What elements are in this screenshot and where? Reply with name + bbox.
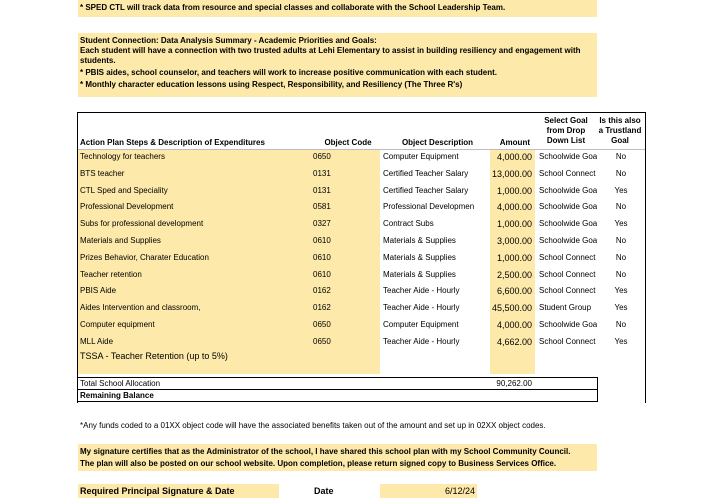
top-goal-line: * SPED CTL will track data from resource and special classes and collaborate with the School Leadership Team. (80, 3, 506, 12)
row-trustland[interactable]: No (615, 270, 627, 279)
row-amount: 6,600.00 (496, 286, 532, 296)
row-object-description: Contract Subs (383, 219, 434, 228)
row-trustland[interactable]: No (615, 236, 627, 245)
row-object-code: 0610 (313, 253, 331, 262)
header-steps: Action Plan Steps & Description of Expenditures (80, 138, 265, 147)
row-goal-select[interactable]: Student Group (539, 303, 592, 312)
header-trustland-goal: Is this also a Trustland Goal (598, 116, 642, 145)
row-object-description: Certified Teacher Salary (383, 169, 469, 178)
row-object-code: 0162 (313, 286, 331, 295)
row-trustland[interactable]: Yes (614, 219, 628, 228)
row-amount: 1,000.00 (496, 186, 532, 196)
header-object-description: Object Description (401, 138, 474, 147)
section-border-top (77, 112, 646, 113)
row-object-code: 0131 (313, 169, 331, 178)
row-goal-select[interactable]: Schoolwide Goa (539, 320, 597, 329)
row-object-code: 0650 (313, 337, 331, 346)
row-goal-select[interactable]: Schoolwide Goa (539, 219, 597, 228)
row-object-description: Materials & Supplies (383, 270, 456, 279)
total-row-top-border (78, 377, 598, 378)
row-object-description: Materials & Supplies (383, 236, 456, 245)
row-step: Teacher retention (80, 270, 142, 279)
remaining-cell-right (597, 378, 598, 402)
row-goal-select[interactable]: School Connect (539, 337, 596, 346)
header-amount: Amount (499, 138, 530, 147)
row-amount: 2,500.00 (496, 270, 532, 280)
row-trustland[interactable]: No (615, 253, 627, 262)
certification-line: The plan will also be posted on our school website. Upon completion, please return signed copy to Business Services Office. (80, 459, 557, 468)
row-goal-select[interactable]: School Connect (539, 169, 596, 178)
header-select-goal: Select Goal from Drop Down List (544, 116, 588, 145)
row-goal-select[interactable]: Schoolwide Goa (539, 152, 597, 161)
row-amount: 1,000.00 (496, 253, 532, 263)
header-divider (78, 149, 645, 150)
student-connection-title: Student Connection: Data Analysis Summary - Academic Priorities and Goals: (80, 36, 377, 45)
signature-label-cell (78, 484, 279, 498)
row-trustland[interactable]: Yes (614, 186, 628, 195)
row-object-code: 0131 (313, 186, 331, 195)
remaining-balance-label: Remaining Balance (80, 391, 154, 400)
row-trustland[interactable]: No (615, 320, 627, 329)
row-step: BTS teacher (80, 169, 125, 178)
row-object-code: 0610 (313, 236, 331, 245)
row-goal-select[interactable]: School Connect (539, 253, 596, 262)
row-trustland[interactable]: Yes (614, 337, 628, 346)
row-object-code: 0610 (313, 270, 331, 279)
row-trustland[interactable]: Yes (614, 303, 628, 312)
row-amount: 4,000.00 (496, 202, 532, 212)
date-input[interactable] (380, 484, 477, 498)
student-connection-block (78, 33, 597, 97)
student-connection-line: * Monthly character education lessons using Respect, Responsibility, and Resiliency (The Three R's) (80, 80, 463, 89)
row-trustland[interactable]: No (615, 152, 627, 161)
row-step: Computer equipment (80, 320, 155, 329)
row-object-code: 0650 (313, 320, 331, 329)
remaining-row-bottom-border (78, 401, 598, 402)
remaining-row-border (78, 389, 598, 390)
row-object-code: 0650 (313, 152, 331, 161)
row-goal-select[interactable]: Schoolwide Goa (539, 236, 597, 245)
date-value: 6/12/24 (444, 486, 475, 496)
row-object-code: 0162 (313, 303, 331, 312)
row-step: Aides Intervention and classroom, (80, 303, 201, 312)
row-goal-select[interactable]: School Connect (539, 286, 596, 295)
row-step: Materials and Supplies (80, 236, 161, 245)
row-goal-select[interactable]: Schoolwide Goa (539, 202, 597, 211)
row-goal-select[interactable]: Schoolwide Goa (539, 186, 597, 195)
row-object-code: 0581 (313, 202, 331, 211)
certification-block (78, 444, 597, 471)
row-step: PBIS Aide (80, 286, 117, 295)
tssa-label: TSSA - Teacher Retention (up to 5%) (80, 351, 228, 361)
row-object-description: Computer Equipment (383, 320, 459, 329)
row-trustland[interactable]: No (615, 169, 627, 178)
row-amount: 45,500.00 (491, 303, 532, 313)
row-object-description: Teacher Aide - Hourly (383, 286, 460, 295)
date-label: Date (314, 486, 334, 496)
student-connection-line: Each student will have a connection with two trusted adults at Lehi Elementary to assist in building resiliency and engagement with (80, 46, 581, 55)
row-step: Technology for teachers (80, 152, 165, 161)
student-connection-line: students. (80, 56, 116, 65)
row-amount: 4,000.00 (496, 320, 532, 330)
row-step: MLL Aide (80, 337, 114, 346)
row-amount: 4,662.00 (496, 337, 532, 347)
row-trustland[interactable]: No (615, 202, 627, 211)
header-object-code: Object Code (324, 138, 372, 147)
benefits-note: *Any funds coded to a 01XX object code will have the associated benefits taken out of the amount and set up in 02XX object codes. (80, 421, 546, 430)
row-object-description: Teacher Aide - Hourly (383, 303, 460, 312)
row-step: CTL Sped and Speciality (80, 186, 168, 195)
row-amount: 4,000.00 (496, 152, 532, 162)
top-goal-block (78, 0, 597, 17)
signature-label: Required Principal Signature & Date (80, 486, 235, 496)
row-object-code: 0327 (313, 219, 331, 228)
row-amount: 3,000.00 (496, 236, 532, 246)
section-border-right (645, 112, 646, 403)
row-object-description: Professional Developmen (383, 202, 475, 211)
row-step: Professional Development (80, 202, 174, 211)
row-object-description: Teacher Aide - Hourly (383, 337, 460, 346)
row-object-description: Computer Equipment (383, 152, 459, 161)
row-goal-select[interactable]: School Connect (539, 270, 596, 279)
row-amount: 1,000.00 (496, 219, 532, 229)
certification-line: My signature certifies that as the Administrator of the school, I have shared this school plan with my School Community Council. (80, 447, 571, 456)
student-connection-line: * PBIS aides, school counselor, and teachers will work to increase positive communication with each student. (80, 68, 497, 77)
total-allocation-value: 90,262.00 (496, 379, 532, 388)
row-trustland[interactable]: Yes (614, 286, 628, 295)
total-allocation-label: Total School Allocation (80, 379, 161, 388)
row-object-description: Certified Teacher Salary (383, 186, 469, 195)
row-object-description: Materials & Supplies (383, 253, 456, 262)
row-amount: 13,000.00 (491, 169, 532, 179)
row-step: Prizes Behavior, Charater Education (80, 253, 209, 262)
row-step: Subs for professional development (80, 219, 204, 228)
